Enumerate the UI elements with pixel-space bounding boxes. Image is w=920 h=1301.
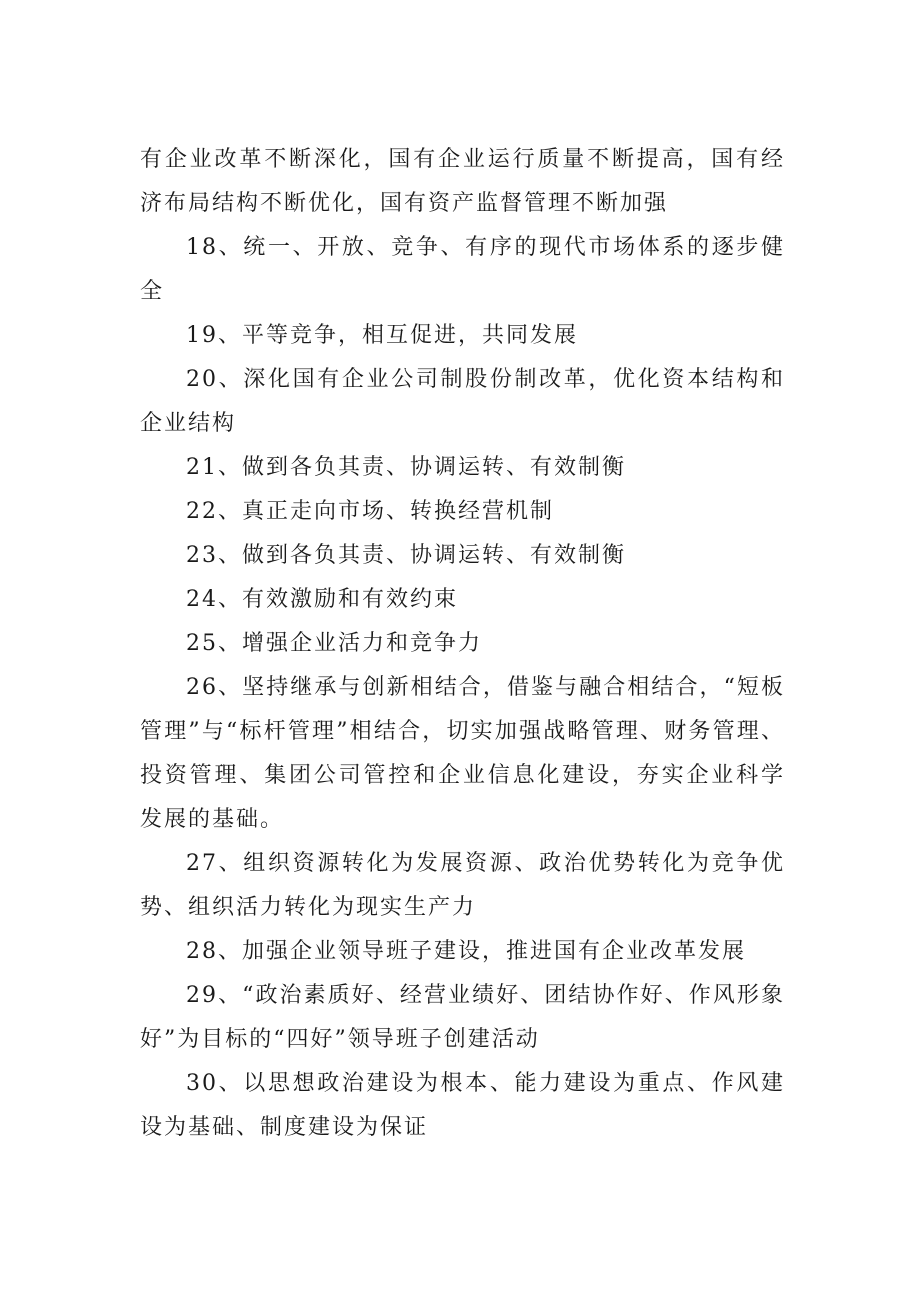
paragraph-item-29: 29、“政治素质好、经营业绩好、团结协作好、作风形象好”为目标的“四好”领导班子创建活动 bbox=[140, 983, 785, 1052]
paragraph-item-25: 25、增强企业活力和竞争力 bbox=[186, 631, 482, 656]
paragraph-item-26: 26、坚持继承与创新相结合，借鉴与融合相结合，“短板管理”与“标杆管理”相结合，切实加强战略管理、财务管理、投资管理、集团公司管控和企业信息化建设，夯实企业科学发展的基础。 bbox=[140, 675, 785, 832]
paragraph-item-24: 24、有效激励和有效约束 bbox=[186, 587, 458, 612]
paragraph-item-21: 21、做到各负其责、协调运转、有效制衡 bbox=[186, 455, 626, 480]
paragraph-item-22: 22、真正走向市场、转换经营机制 bbox=[186, 499, 554, 524]
paragraph-item-20: 20、深化国有企业公司制股份制改革，优化资本结构和企业结构 bbox=[140, 367, 785, 436]
document-body bbox=[140, 138, 785, 1150]
paragraph-item-19: 19、平等竞争，相互促进，共同发展 bbox=[186, 323, 578, 348]
paragraph-item-28: 28、加强企业领导班子建设，推进国有企业改革发展 bbox=[186, 939, 746, 964]
paragraph-item-18: 18、统一、开放、竞争、有序的现代市场体系的逐步健全 bbox=[140, 235, 785, 304]
paragraph-continuation: 有企业改革不断深化，国有企业运行质量不断提高，国有经济布局结构不断优化，国有资产监督管理不断加强 bbox=[140, 147, 785, 216]
paragraph-item-23: 23、做到各负其责、协调运转、有效制衡 bbox=[186, 543, 626, 568]
paragraph-item-27: 27、组织资源转化为发展资源、政治优势转化为竞争优势、组织活力转化为现实生产力 bbox=[140, 851, 785, 920]
paragraph-item-30: 30、以思想政治建设为根本、能力建设为重点、作风建设为基础、制度建设为保证 bbox=[140, 1071, 785, 1140]
